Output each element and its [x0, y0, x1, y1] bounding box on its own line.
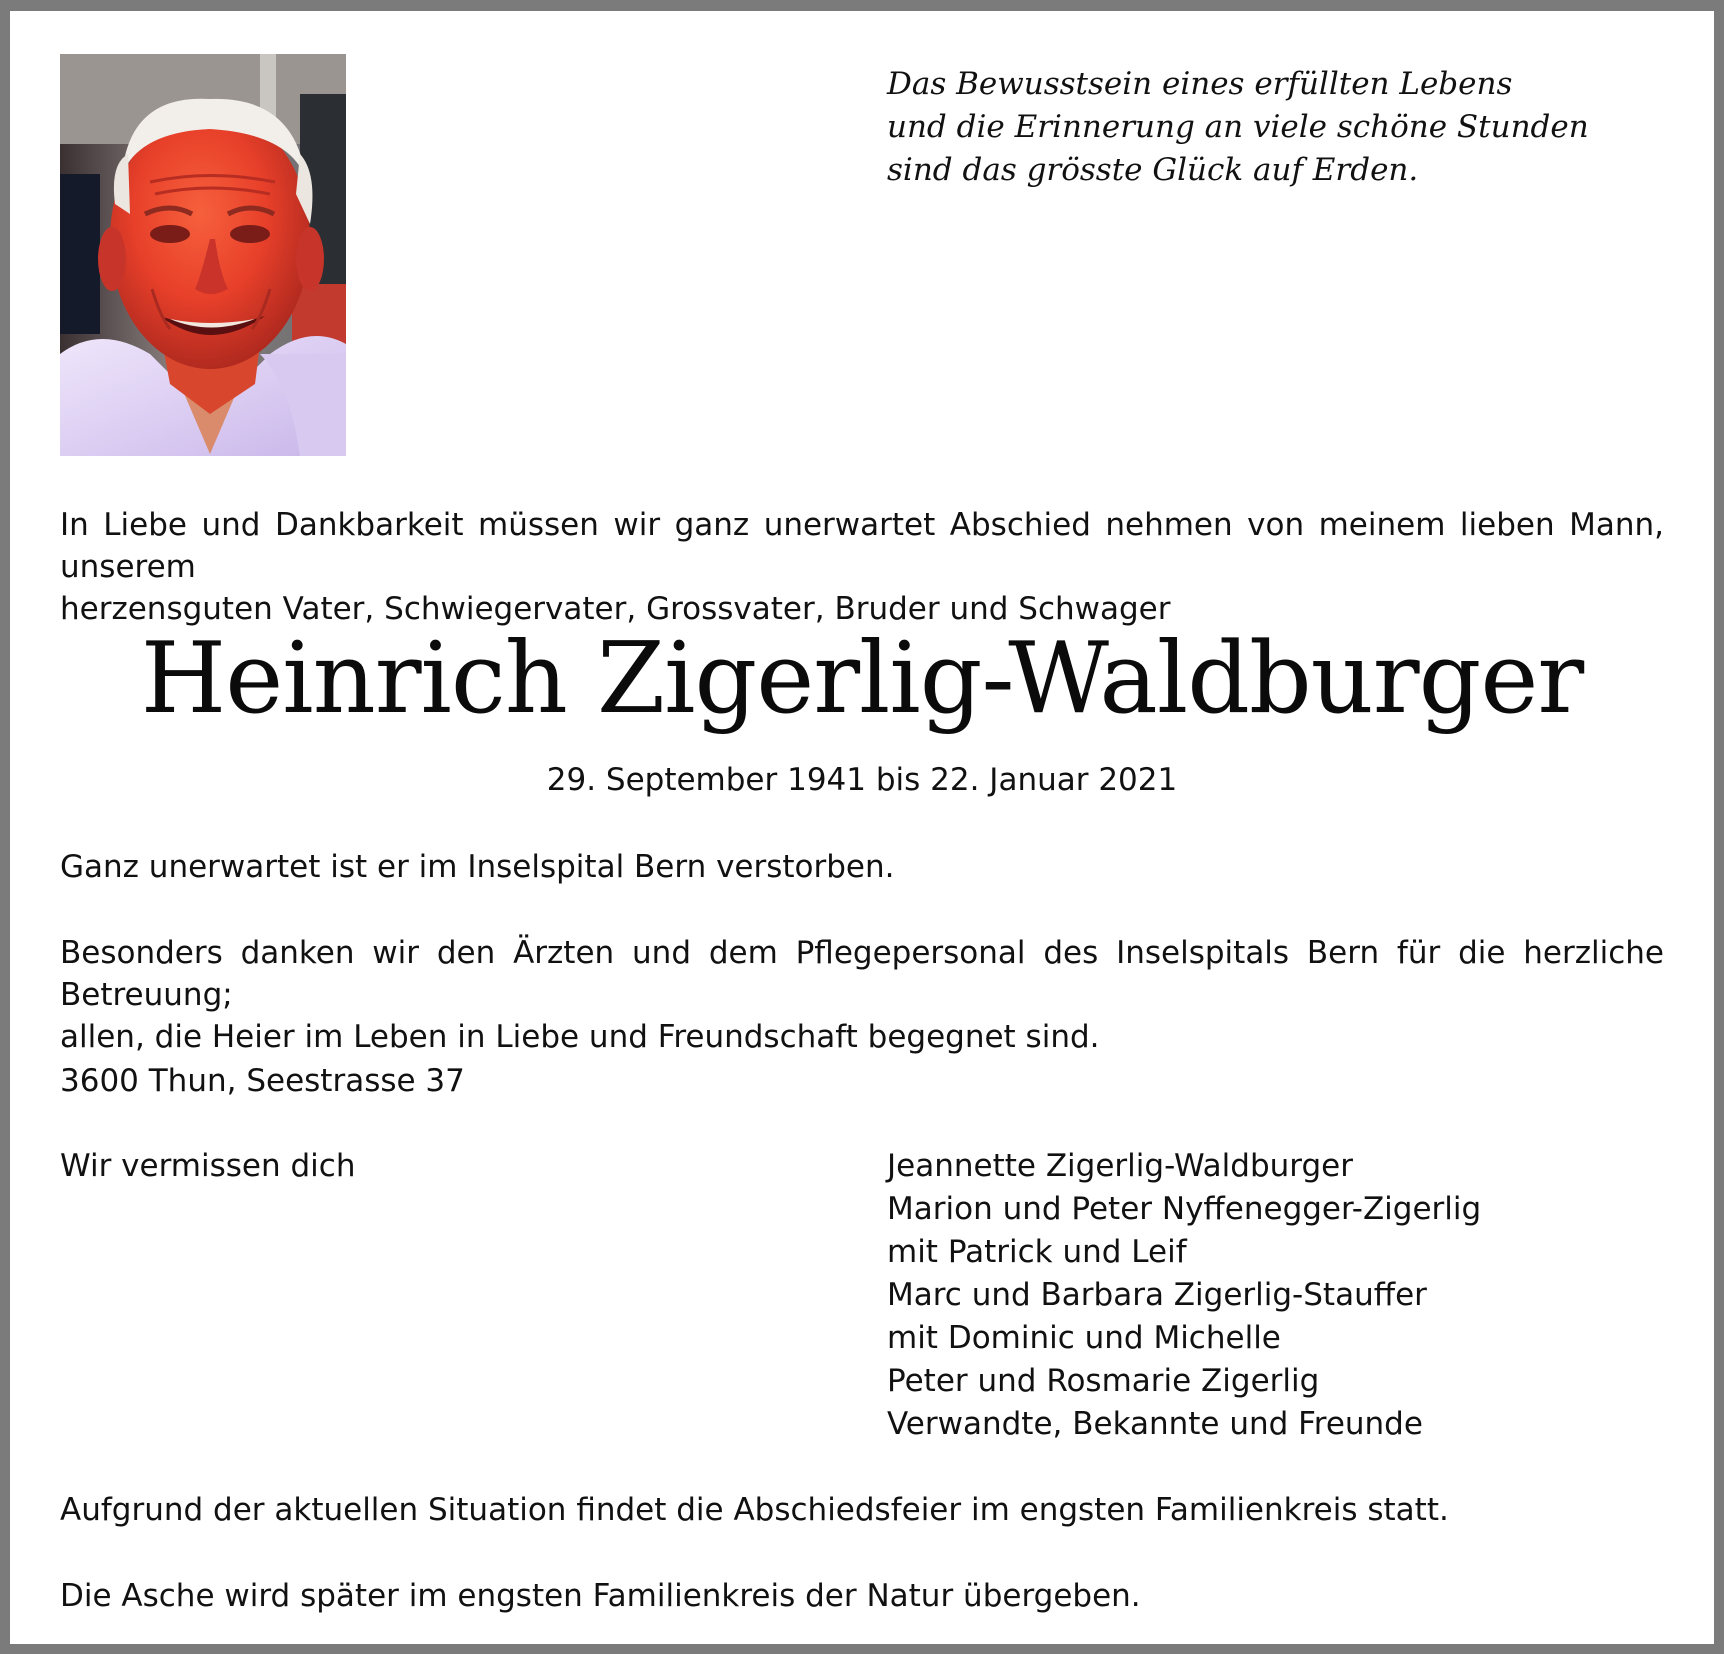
thanks-paragraph: [60, 932, 1664, 1058]
mourner-item: Marion und Peter Nyffenegger-Zigerlig: [887, 1191, 1482, 1227]
mourner-item: Peter und Rosmarie Zigerlig: [887, 1363, 1320, 1399]
life-dates: 29. September 1941 bis 22. Januar 2021: [546, 762, 1178, 798]
ashes-note: Die Asche wird später im engsten Familienkreis der Natur übergeben.: [60, 1578, 1141, 1614]
address: 3600 Thun, Seestrasse 37: [60, 1063, 465, 1099]
mourner-item: Verwandte, Bekannte und Freunde: [887, 1406, 1423, 1442]
memorial-quote: [887, 63, 1589, 192]
mourners-list: [887, 1145, 1481, 1446]
intro-line: In Liebe und Dankbarkeit müssen wir ganz unerwartet Abschied nehmen von meinem lieben Mann, unserem: [60, 507, 1664, 585]
quote-line: und die Erinnerung an viele schöne Stunden: [887, 109, 1589, 145]
death-paragraph: Ganz unerwartet ist er im Inselspital Bern verstorben.: [60, 849, 895, 885]
intro-paragraph: [60, 504, 1664, 630]
portrait-photo: [60, 54, 346, 456]
thanks-line: Besonders danken wir den Ärzten und dem Pflegepersonal des Inselspitals Bern für die herzliche Betreuung;: [60, 935, 1664, 1013]
ceremony-note: Aufgrund der aktuellen Situation findet die Abschiedsfeier im engsten Familienkreis statt.: [60, 1492, 1449, 1528]
mourner-item: Jeannette Zigerlig-Waldburger: [887, 1148, 1353, 1184]
mourner-item: mit Patrick und Leif: [887, 1234, 1187, 1270]
mourner-item: Marc und Barbara Zigerlig-Stauffer: [887, 1277, 1427, 1313]
obituary-sheet: [10, 11, 1714, 1644]
deceased-name: Heinrich Zigerlig-Waldburger: [140, 622, 1584, 736]
quote-line: sind das grösste Glück auf Erden.: [887, 152, 1419, 188]
farewell-line: Wir vermissen dich: [60, 1148, 356, 1184]
thanks-line: allen, die Heier im Leben in Liebe und Freundschaft begegnet sind.: [60, 1019, 1100, 1055]
intro-line: herzensguten Vater, Schwiegervater, Grossvater, Bruder und Schwager: [60, 591, 1171, 627]
mourner-item: mit Dominic und Michelle: [887, 1320, 1281, 1356]
quote-line: Das Bewusstsein eines erfüllten Lebens: [887, 66, 1513, 102]
